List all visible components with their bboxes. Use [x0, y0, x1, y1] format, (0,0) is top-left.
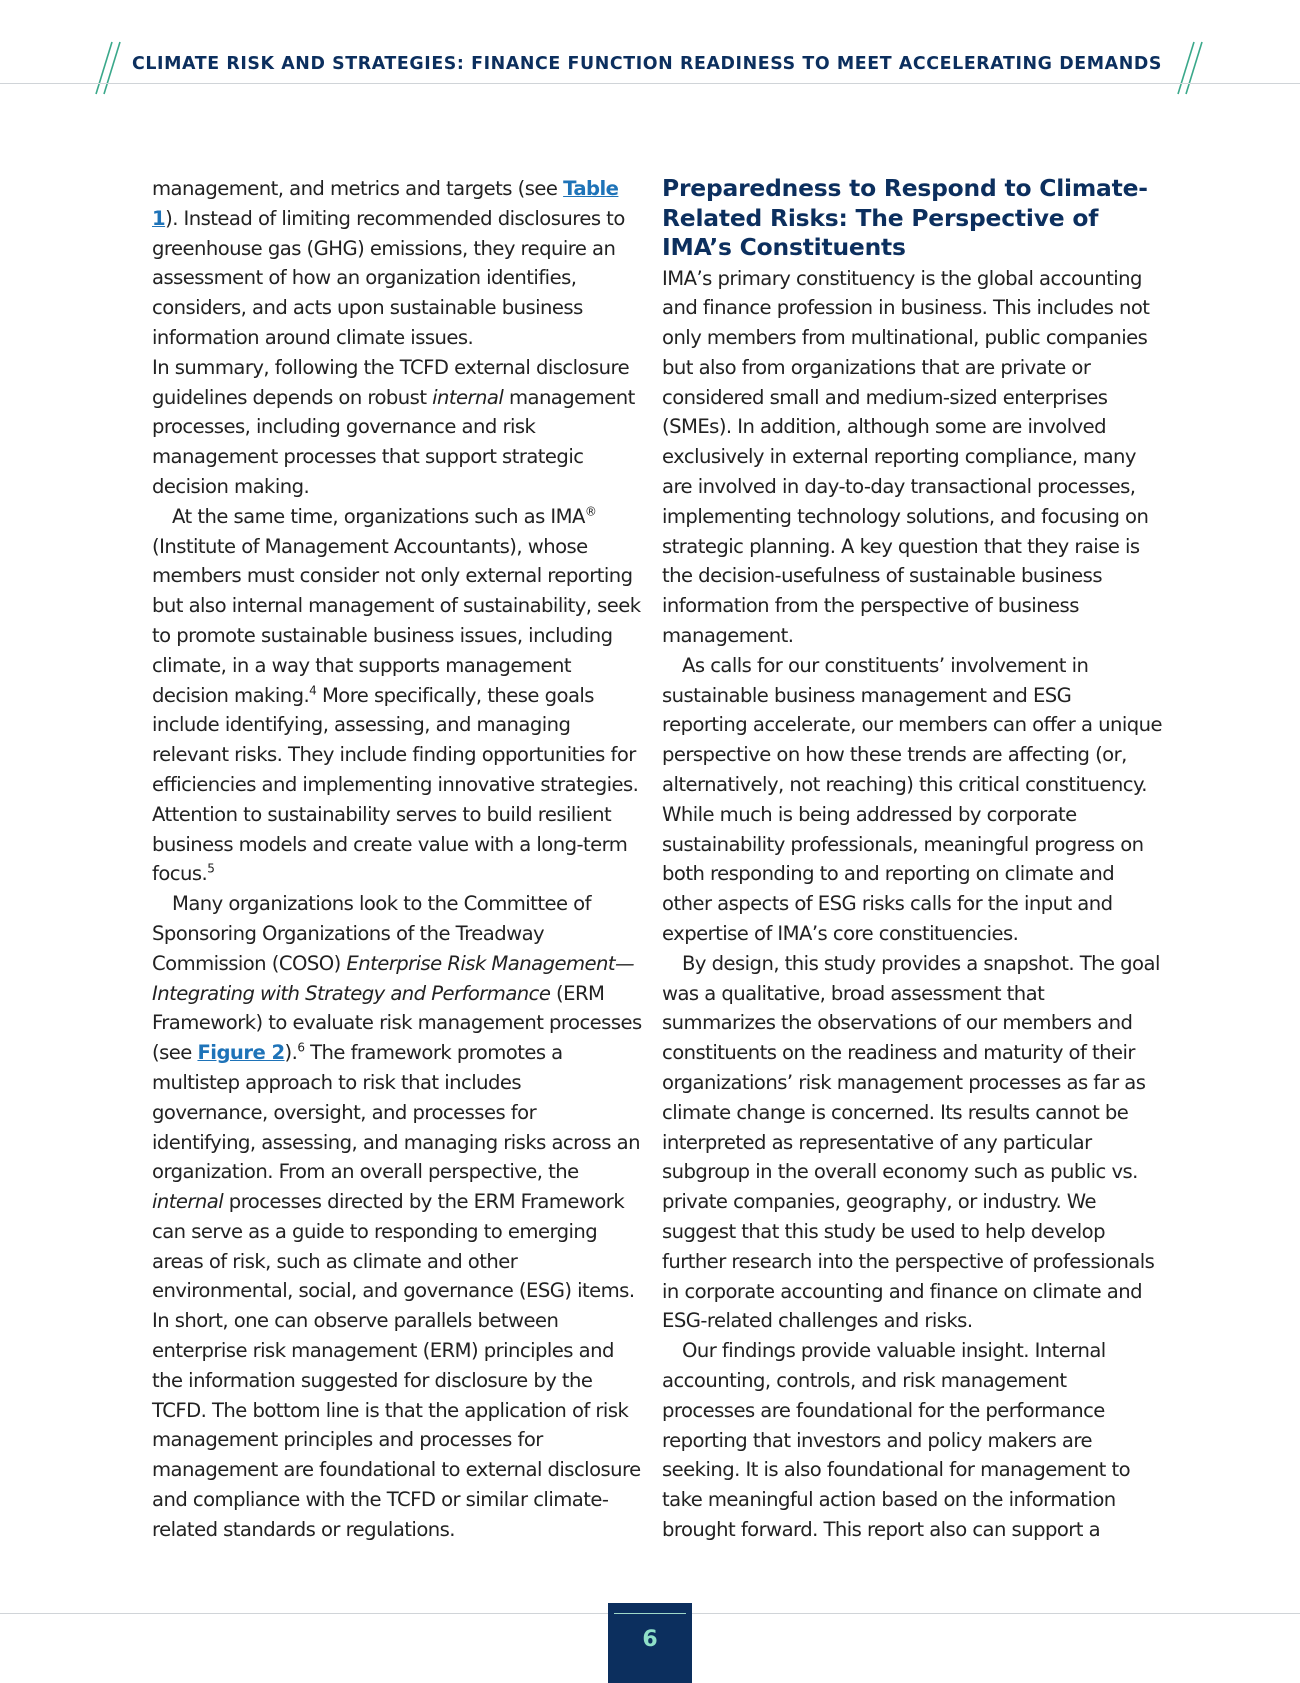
paragraph: By design, this study provides a snapshot. The goal was a qualitative, broad assessment that summarizes the observations of our members and constituents on the readiness and maturity of their organizations’ risk management processes as far as climate change is concerned. Its results cannot be interpreted as representative of any particular subgroup in the overall economy such as public vs. private companies, geography, or industry. We suggest that this study be used to help develop further research into the perspective of professionals in corporate accounting and finance on climate and ESG-related challenges and risks.: [662, 951, 1160, 1333]
header-slash-right-icon: [1172, 40, 1212, 96]
paragraph: Our findings provide valuable insight. Internal accounting, controls, and risk management processes are foundational for the performance reporting that investors and policy makers are seeking. It is also foundational for management to take meaningful action based on the information brought forward. This report also can support a: [662, 1339, 1131, 1541]
footnote-ref: 6: [297, 1040, 305, 1055]
paragraph: management, and metrics and targets (see Table 1). Instead of limiting recommended disclosures to greenhouse gas (GHG) emissions, they require an assessment of how an organization identifies, considers, and acts upon sustainable business information around climate issues.: [152, 177, 625, 349]
footnote-ref: 4: [309, 683, 317, 698]
table-1-link[interactable]: Table 1: [152, 177, 619, 230]
paragraph: In summary, following the TCFD external disclosure guidelines depends on robust internal management processes, including governance and risk management processes that support strategic decision making.: [152, 355, 635, 498]
section-heading: Preparedness to Respond to Climate-Related Risks: The Perspective of IMA’s Constituents: [662, 174, 1148, 261]
header-divider: [0, 83, 1300, 84]
page-number-box: [608, 1603, 692, 1683]
paragraph: IMA’s primary constituency is the global accounting and finance profession in business. This includes not only members from multinational, public companies but also from organizations that are private or considered small and medium-sized enterprises (SMEs). In addition, although some are involved exclusively in external reporting compliance, many are involved in day-to-day transactional processes, implementing technology solutions, and focusing on strategic planning. A key question that they raise is the decision-usefulness of sustainable business information from the perspective of business management.: [662, 266, 1150, 648]
figure-2-link[interactable]: Figure 2: [197, 1041, 285, 1065]
header-slash-left-icon: [90, 40, 130, 96]
paragraph: Many organizations look to the Committee of Sponsoring Organizations of the Treadway Commission (COSO) Enterprise Risk Management—Integrating with Strategy and Performance (ERM Framework) to evaluate risk management processes (see Figure 2).$^6$ The framework promotes a multistep approach to risk that includes governance, oversight, and processes for identifying, assessing, and managing risks across an organization. From an overall perspective, the internal processes directed by the ERM Framework can serve as a guide to responding to emerging areas of risk, such as climate and other environmental, social, and governance (ESG) items. In short, one can observe parallels between enterprise risk management (ERM) principles and the information suggested for disclosure by the TCFD. The bottom line is that the application of risk management principles and processes for management are foundational to external disclosure and compliance with the TCFD or similar climate-related standards or regulations.: [152, 892, 642, 1541]
header-title: CLIMATE RISK AND STRATEGIES: FINANCE FUNCTION READINESS TO MEET ACCELERATING DEMANDS: [132, 54, 1163, 74]
footnote-ref: 5: [207, 861, 215, 876]
registered-mark: ®: [584, 504, 597, 519]
paragraph: As calls for our constituents’ involvement in sustainable business management and ESG reporting accelerate, our members can offer a unique perspective on how these trends are affecting (or, alternatively, not reaching) this critical constituency. While much is being addressed by corporate sustainability professionals, meaningful progress on both responding to and reporting on climate and other aspects of ESG risks calls for the input and expertise of IMA’s core constituencies.: [662, 653, 1163, 946]
left-column: [152, 174, 642, 1545]
right-column: [662, 174, 1162, 1545]
page-number: 6: [642, 1627, 658, 1652]
page-number-accent-bar: [614, 1613, 686, 1614]
paragraph: At the same time, organizations such as IMA® (Institute of Management Accountants), whose members must consider not only external reporting but also internal management of sustainability, seek to promote sustainable business issues, including climate, in a way that supports management decision making.$^4$ More specifically, these goals include identifying, assessing, and managing relevant risks. They include finding opportunities for efficiencies and implementing innovative strategies. Attention to sustainability serves to build resilient business models and create value with a long-term focus.$^5$: [152, 504, 641, 886]
